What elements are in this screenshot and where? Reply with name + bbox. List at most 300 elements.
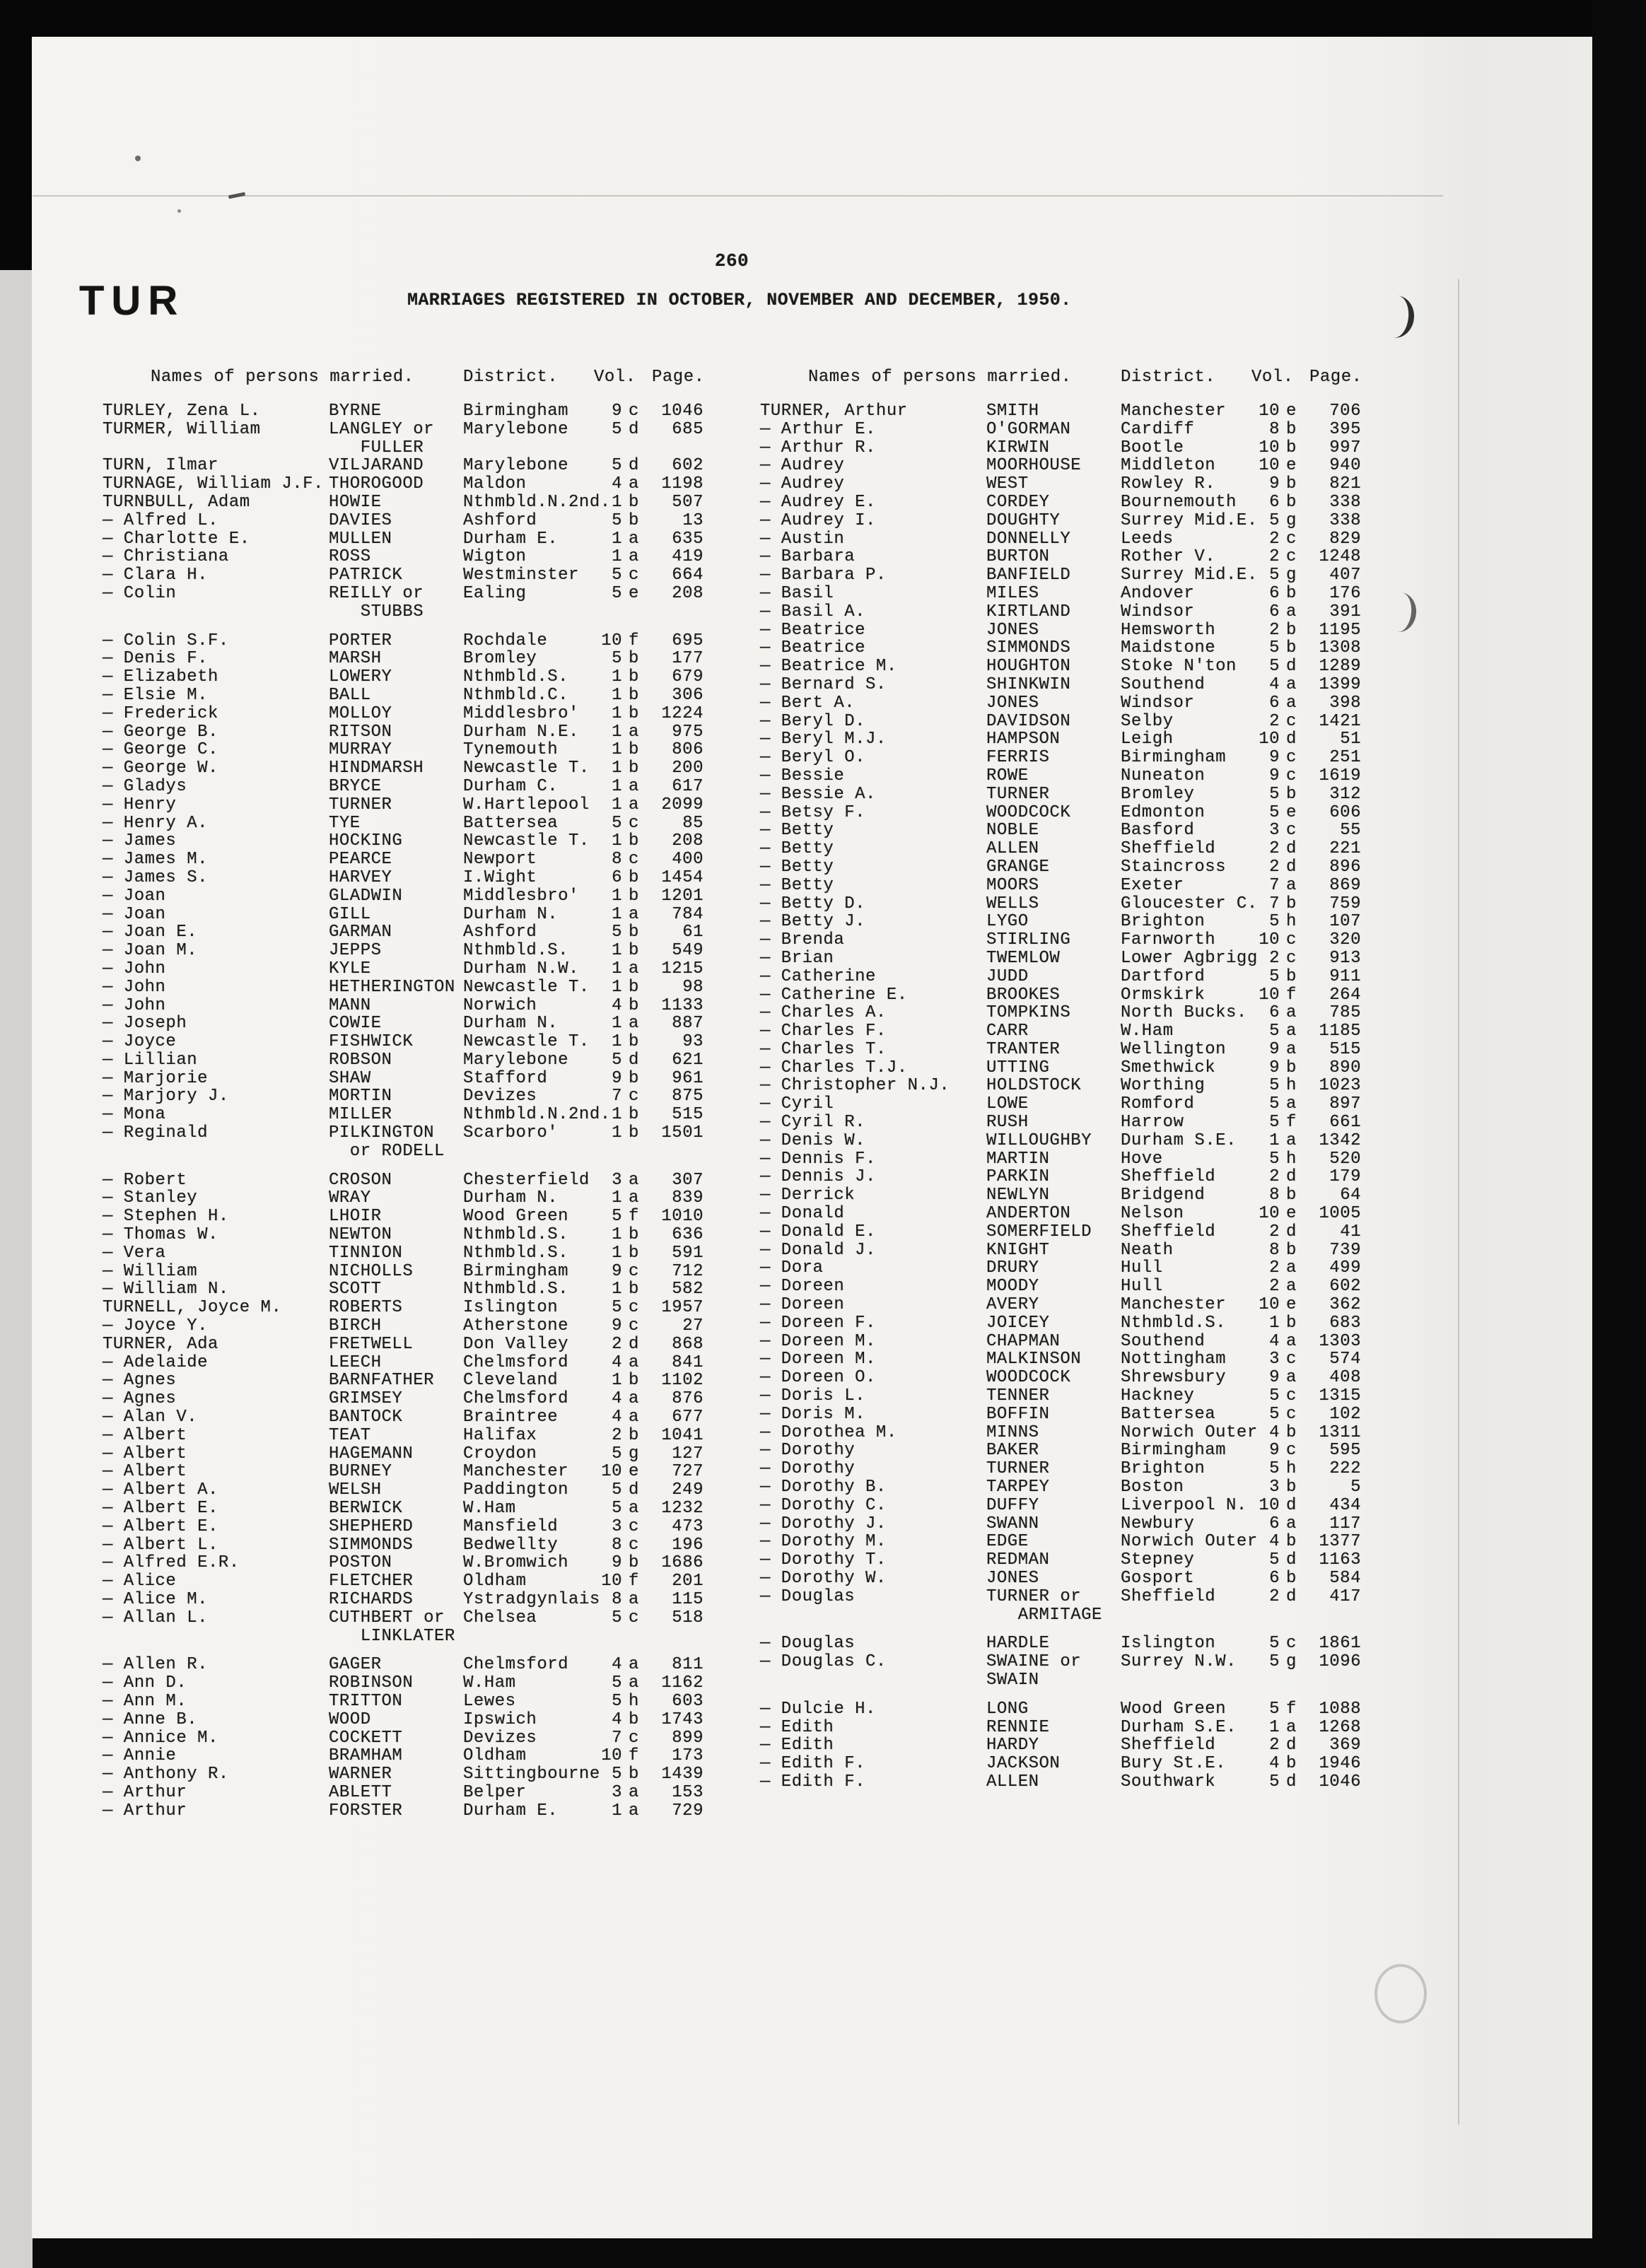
entry-name: — Albert L.: [103, 1535, 218, 1555]
volume-number: 9: [1269, 1058, 1280, 1077]
index-row: [103, 1069, 760, 1087]
page-number: 473: [672, 1516, 704, 1536]
entry-name: — Audrey: [760, 456, 845, 476]
index-row: [103, 1462, 760, 1480]
page-number: 940: [1329, 456, 1361, 476]
volume-letter: b: [1286, 492, 1297, 512]
spouse-surname: SIMMONDS: [329, 1535, 414, 1555]
volume-letter: b: [1286, 438, 1297, 457]
entry-name: — Audrey: [760, 474, 845, 494]
district: Chelsea: [463, 1608, 537, 1627]
spouse-surname: KYLE: [329, 959, 371, 978]
volume-letter: c: [1286, 766, 1297, 785]
volume-letter: d: [1286, 1736, 1297, 1755]
spouse-surname: KNIGHT: [986, 1240, 1050, 1260]
index-row: [103, 1335, 760, 1353]
volume-number: 5: [612, 1608, 622, 1627]
volume-letter: d: [1286, 1495, 1297, 1515]
page-number: 1377: [1319, 1532, 1361, 1552]
spouse-surname: GRIMSEY: [329, 1389, 403, 1409]
entry-name: — Dennis J.: [760, 1167, 876, 1187]
spouse-surname: BOFFIN: [986, 1404, 1050, 1424]
volume-number: 8: [612, 850, 622, 870]
index-row: [103, 850, 760, 868]
page-number: 1215: [661, 959, 704, 978]
entry-name: — Betsy F.: [760, 802, 866, 822]
spouse-surname: BYRNE: [329, 402, 382, 421]
entry-name: — Annice M.: [103, 1728, 218, 1748]
spouse-surname: WOOD: [329, 1709, 371, 1729]
volume-number: 4: [1269, 1754, 1280, 1774]
spouse-surname: BERWICK: [329, 1499, 403, 1519]
volume-letter: d: [1286, 1167, 1297, 1187]
volume-letter: b: [629, 1553, 639, 1573]
volume-letter: a: [629, 529, 639, 549]
entry-name: — George W.: [103, 759, 218, 778]
entry-name: — Douglas: [760, 1634, 856, 1654]
volume-letter: c: [1286, 1441, 1297, 1461]
index-row: [760, 474, 1418, 493]
page-number: 1163: [1319, 1550, 1361, 1570]
page-number: 1421: [1319, 711, 1361, 731]
district: Nthmbld.N.2nd.: [463, 1105, 611, 1125]
index-row: [103, 584, 760, 602]
index-row: [103, 1572, 760, 1590]
district: Wood Green: [463, 1207, 569, 1227]
volume-number: 5: [612, 583, 622, 603]
page-number: 51: [1340, 730, 1361, 749]
page-number: 153: [672, 1782, 704, 1802]
page-number: 102: [1329, 1404, 1361, 1424]
volume-number: 5: [1269, 638, 1280, 658]
entry-name: — Edith F.: [760, 1772, 866, 1791]
volume-letter: c: [629, 402, 639, 421]
volume-letter: b: [1286, 638, 1297, 658]
entry-name: — Arthur E.: [760, 419, 876, 439]
volume-number: 5: [1269, 1699, 1280, 1719]
volume-number: 2: [1269, 948, 1280, 968]
volume-number: 4: [612, 1655, 622, 1675]
spouse-surname: JUDD: [986, 966, 1029, 986]
district: Sheffield: [1121, 1586, 1216, 1606]
volume-number: 1: [612, 1280, 622, 1299]
district: North Bucks.: [1121, 1003, 1247, 1023]
index-row: [103, 686, 760, 704]
index-row: [103, 667, 760, 686]
column-headers-left: [103, 368, 739, 389]
index-row: [103, 723, 760, 741]
district: Rowley R.: [1121, 474, 1216, 494]
entry-name: — Beatrice: [760, 638, 866, 658]
entry-name: — Christiana: [103, 547, 229, 567]
page-number: 1185: [1319, 1022, 1361, 1041]
spouse-surname: MORTIN: [329, 1087, 392, 1106]
volume-number: 2: [612, 1334, 622, 1354]
entry-name: — Doreen: [760, 1295, 845, 1315]
district: Sheffield: [1121, 1167, 1216, 1187]
entry-name: — George C.: [103, 740, 218, 760]
district: Basford: [1121, 821, 1195, 841]
entry-name: — Austin: [760, 529, 845, 549]
page-number: 85: [682, 813, 704, 833]
volume-number: 9: [1269, 1441, 1280, 1461]
volume-letter: a: [1286, 1094, 1297, 1114]
volume-letter: f: [629, 631, 639, 650]
spouse-surname: BURNEY: [329, 1462, 392, 1482]
volume-letter: a: [1286, 1258, 1297, 1278]
volume-number: 5: [612, 813, 622, 833]
spouse-surname: UTTING: [986, 1058, 1050, 1077]
spouse-surname: COWIE: [329, 1014, 382, 1034]
spouse-surname: ALLEN: [986, 1772, 1039, 1791]
index-row: [103, 438, 760, 457]
entry-name: — Agnes: [103, 1389, 177, 1409]
volume-number: 8: [612, 1590, 622, 1609]
spouse-surname: CROSON: [329, 1170, 392, 1190]
page-number: 1946: [1319, 1754, 1361, 1774]
index-row: [760, 1634, 1418, 1652]
film-edge-strip: [0, 270, 33, 2268]
entry-name: TURN, Ilmar: [103, 456, 218, 476]
spouse-surname: TOMPKINS: [986, 1003, 1071, 1023]
district: Manchester: [1121, 1295, 1227, 1315]
page-number: 98: [682, 977, 704, 997]
volume-letter: b: [1286, 620, 1297, 640]
spouse-surname: SHEPHERD: [329, 1516, 414, 1536]
page-number: 549: [672, 941, 704, 961]
volume-letter: a: [629, 776, 639, 796]
index-row: [103, 704, 760, 723]
spouse-surname: NEWTON: [329, 1225, 392, 1245]
volume-number: 10: [601, 1572, 622, 1591]
volume-letter: a: [1286, 1331, 1297, 1351]
district: Nthmbld.S.: [463, 1243, 569, 1263]
spouse-surname: RITSON: [329, 722, 392, 742]
page-number: 1743: [661, 1709, 704, 1729]
entry-name: — Stephen H.: [103, 1207, 229, 1227]
district: Nuneaton: [1121, 766, 1206, 785]
entry-name: — Elsie M.: [103, 685, 209, 705]
volume-letter: a: [629, 1408, 639, 1427]
district: Southwark: [1121, 1772, 1216, 1791]
volume-letter: c: [1286, 529, 1297, 549]
volume-number: 9: [612, 1553, 622, 1573]
index-row: [760, 1040, 1418, 1058]
page-number: 1303: [1319, 1331, 1361, 1351]
volume-number: 10: [1259, 1495, 1280, 1515]
volume-letter: e: [629, 583, 639, 603]
volume-letter: g: [1286, 510, 1297, 530]
spouse-surname: BANFIELD: [986, 566, 1071, 585]
entry-name: — Alfred E.R.: [103, 1553, 240, 1573]
hole-punch-mark: [1374, 1964, 1427, 2023]
volume-letter: d: [629, 419, 639, 439]
volume-number: 5: [1269, 1772, 1280, 1791]
district: Middleton: [1121, 456, 1216, 476]
volume-letter: h: [1286, 1459, 1297, 1479]
spouse-surname: SWAIN: [986, 1670, 1039, 1690]
index-row: [103, 1480, 760, 1499]
district: Nthmbld.S.: [463, 1225, 569, 1245]
entry-name: — Christopher N.J.: [760, 1076, 950, 1096]
index-row: [760, 930, 1418, 949]
district: Sheffield: [1121, 839, 1216, 859]
page-number: 400: [672, 850, 704, 870]
volume-letter: c: [629, 566, 639, 585]
volume-letter: b: [629, 492, 639, 512]
page-number: 177: [672, 649, 704, 669]
volume-letter: b: [1286, 474, 1297, 494]
spouse-surname: SWANN: [986, 1514, 1039, 1533]
volume-number: 3: [1269, 1478, 1280, 1497]
index-row: [760, 1386, 1418, 1405]
index-row: [103, 602, 760, 621]
entry-name: — Audrey I.: [760, 510, 876, 530]
entry-name: — Cyril: [760, 1094, 834, 1114]
index-row: [103, 1710, 760, 1729]
page-number: 706: [1329, 402, 1361, 421]
volume-number: 5: [612, 1673, 622, 1693]
district: Durham S.E.: [1121, 1717, 1237, 1737]
volume-number: 2: [1269, 547, 1280, 567]
volume-letter: a: [629, 1499, 639, 1519]
index-row: [760, 839, 1418, 858]
volume-number: 4: [1269, 1331, 1280, 1351]
page-number: 582: [672, 1280, 704, 1299]
spouse-surname: WEST: [986, 474, 1029, 494]
entry-name: — Basil: [760, 583, 834, 603]
district: Newcastle T.: [463, 977, 590, 997]
district: Newcastle T.: [463, 831, 590, 851]
index-row: [760, 1496, 1418, 1514]
page-number: 729: [672, 1801, 704, 1820]
volume-letter: a: [629, 1590, 639, 1609]
index-row: [103, 1553, 760, 1572]
district: Oldham: [463, 1572, 527, 1591]
page-number: 1046: [1319, 1772, 1361, 1791]
district: Exeter: [1121, 875, 1184, 895]
district: Durham N.: [463, 1014, 559, 1034]
volume-letter: d: [1286, 657, 1297, 677]
district: Birmingham: [463, 402, 569, 421]
entry-name: — Doreen M.: [760, 1350, 876, 1369]
volume-letter: a: [629, 1801, 639, 1820]
district: Wellington: [1121, 1039, 1227, 1059]
entry-name: — Charles T.J.: [760, 1058, 908, 1077]
district: Leigh: [1121, 730, 1174, 749]
district: Brighton: [1121, 912, 1206, 932]
page-number: 602: [672, 456, 704, 476]
volume-letter: c: [629, 1516, 639, 1536]
entry-name: — Stanley: [103, 1188, 198, 1208]
page-number: 869: [1329, 875, 1361, 895]
entry-name: — Denis F.: [103, 649, 209, 669]
volume-letter: e: [1286, 402, 1297, 421]
spouse-surname: BIRCH: [329, 1316, 382, 1336]
index-row: [760, 1459, 1418, 1478]
entry-name: — Douglas C.: [760, 1652, 887, 1672]
page-number: 520: [1329, 1149, 1361, 1169]
index-row: [760, 402, 1418, 420]
district: Sittingbourne: [463, 1765, 600, 1784]
district: Scarboro': [463, 1123, 559, 1143]
entry-name: TURMER, William: [103, 419, 261, 439]
district: Durham C.: [463, 776, 559, 796]
entry-name: — Arthur: [103, 1801, 187, 1820]
page-number: 784: [672, 904, 704, 924]
index-row: [103, 1801, 760, 1820]
volume-number: 2: [1269, 857, 1280, 877]
index-row: [103, 1590, 760, 1608]
volume-letter: b: [629, 977, 639, 997]
spouse-surname: MURRAY: [329, 740, 392, 760]
volume-letter: b: [629, 510, 639, 530]
district: Manchester: [1121, 402, 1227, 421]
volume-number: 5: [1269, 966, 1280, 986]
district: Gosport: [1121, 1569, 1195, 1588]
volume-number: 4: [1269, 1532, 1280, 1552]
volume-letter: b: [1286, 1422, 1297, 1442]
entry-name: — Bert A.: [760, 693, 856, 713]
district: Atherstone: [463, 1316, 569, 1336]
volume-letter: b: [629, 1068, 639, 1088]
district: Liverpool N.: [1121, 1495, 1247, 1515]
volume-number: 1: [612, 1188, 622, 1208]
entry-name: — Beryl O.: [760, 748, 866, 768]
volume-letter: b: [629, 685, 639, 705]
volume-number: 5: [1269, 566, 1280, 585]
entry-name: — Catherine E.: [760, 985, 908, 1005]
row-gap: [760, 1689, 1418, 1700]
volume-letter: b: [629, 995, 639, 1015]
spouse-surname: SWAINE or: [986, 1652, 1082, 1672]
volume-letter: c: [629, 1728, 639, 1748]
page-number: 362: [1329, 1295, 1361, 1315]
index-row: [103, 1389, 760, 1408]
entry-name: — John: [103, 977, 166, 997]
district: Cardiff: [1121, 419, 1195, 439]
volume-letter: b: [629, 759, 639, 778]
entry-name: — Arthur R.: [760, 438, 876, 457]
entry-name: — Alice: [103, 1572, 177, 1591]
entry-name: TURNER, Ada: [103, 1334, 218, 1354]
index-row: [760, 1277, 1418, 1295]
volume-number: 1: [612, 722, 622, 742]
index-row: [103, 1142, 760, 1160]
page-number: 518: [672, 1608, 704, 1627]
index-row: [760, 1606, 1418, 1624]
spouse-surname: PARKIN: [986, 1167, 1050, 1187]
volume-number: 9: [1269, 1368, 1280, 1388]
page-number: 434: [1329, 1495, 1361, 1515]
index-row: [760, 967, 1418, 986]
district: Surrey N.W.: [1121, 1652, 1237, 1672]
spouse-surname: HOLDSTOCK: [986, 1076, 1082, 1096]
spouse-surname: THOROGOOD: [329, 474, 424, 494]
index-row: [103, 1105, 760, 1123]
volume-letter: b: [1286, 419, 1297, 439]
spouse-surname: LEECH: [329, 1352, 382, 1372]
spouse-surname: POSTON: [329, 1553, 392, 1573]
spouse-surname: BANTOCK: [329, 1408, 403, 1427]
district: Islington: [463, 1298, 559, 1318]
index-row: [103, 1262, 760, 1280]
spouse-surname: WELSH: [329, 1480, 382, 1500]
spouse-surname: HARDLE: [986, 1634, 1050, 1654]
district: Staincross: [1121, 857, 1227, 877]
page-number: 685: [672, 419, 704, 439]
volume-number: 1: [612, 547, 622, 567]
entry-name: — Anthony R.: [103, 1765, 229, 1784]
page-number: 515: [672, 1105, 704, 1125]
page-number: 712: [672, 1261, 704, 1281]
spouse-surname: TWEMLOW: [986, 948, 1061, 968]
spouse-surname: DAVIDSON: [986, 711, 1071, 731]
district: Middlesbro': [463, 703, 579, 723]
spouse-surname: PILKINGTON: [329, 1123, 435, 1143]
entry-name: — Dorothy J.: [760, 1514, 887, 1533]
page-number: 2099: [661, 795, 704, 814]
index-row: [760, 1671, 1418, 1689]
index-row: [103, 1087, 760, 1105]
index-row: [103, 1123, 760, 1142]
volume-number: 1: [612, 1032, 622, 1052]
district: Boston: [1121, 1478, 1184, 1497]
entry-name: — Catherine: [760, 966, 876, 986]
volume-number: 2: [1269, 1736, 1280, 1755]
spouse-surname: TURNER: [986, 784, 1050, 804]
page-number: 307: [672, 1170, 704, 1190]
spouse-surname: STUBBS: [329, 602, 424, 621]
district: Durham N.W.: [463, 959, 579, 978]
spouse-surname: ABLETT: [329, 1782, 392, 1802]
district: Newcastle T.: [463, 759, 590, 778]
volume-letter: a: [1286, 875, 1297, 895]
index-column-left: [103, 402, 760, 1820]
page-number: 1315: [1319, 1386, 1361, 1406]
spouse-surname: NOBLE: [986, 821, 1039, 841]
spouse-surname: WARNER: [329, 1765, 392, 1784]
volume-letter: f: [1286, 1113, 1297, 1133]
index-row: [103, 759, 760, 777]
volume-letter: a: [629, 904, 639, 924]
index-row: [760, 675, 1418, 694]
index-row: [760, 1441, 1418, 1459]
volume-letter: b: [1286, 1569, 1297, 1588]
volume-number: 7: [612, 1087, 622, 1106]
spouse-surname: VILJARAND: [329, 456, 424, 476]
page-number: 61: [682, 923, 704, 942]
volume-number: 5: [1269, 1094, 1280, 1114]
district: Ormskirk: [1121, 985, 1206, 1005]
volume-number: 1: [612, 1225, 622, 1245]
district: Marylebone: [463, 419, 569, 439]
entry-name: — Clara H.: [103, 566, 209, 585]
spouse-surname: ANDERTON: [986, 1204, 1071, 1224]
ink-speck: [135, 156, 141, 161]
entry-name: — Dorothy C.: [760, 1495, 887, 1515]
volume-number: 1: [612, 1105, 622, 1125]
page-number: 591: [672, 1243, 704, 1263]
spouse-surname: CUTHBERT or: [329, 1608, 445, 1627]
page-number: 806: [672, 740, 704, 760]
district: Hull: [1121, 1258, 1163, 1278]
district: Chelmsford: [463, 1352, 569, 1372]
page-number: 338: [1329, 492, 1361, 512]
index-row: [103, 456, 760, 474]
spouse-surname: or RODELL: [329, 1141, 445, 1161]
index-row: [103, 1426, 760, 1444]
